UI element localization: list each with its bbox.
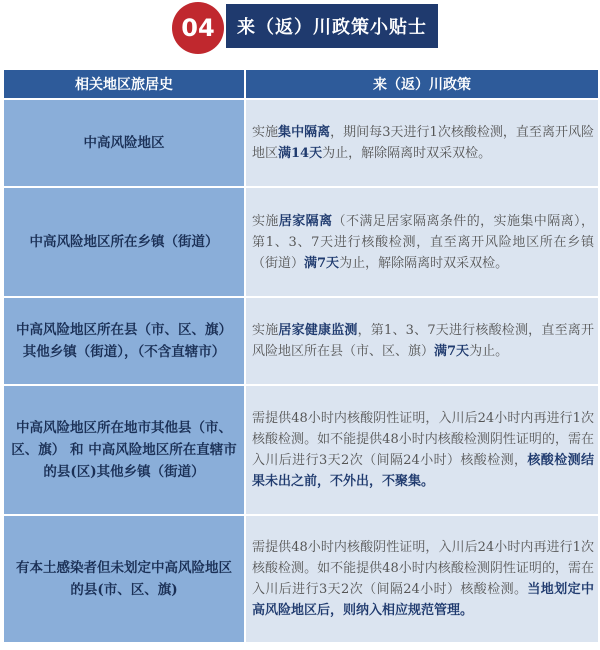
policy-text-segment: （不满足居家隔离条件的，实施集中隔离），第1、3、7天进行核酸检测，直至离开风险地区所在乡镇（街道）	[252, 213, 594, 271]
policy-text-segment: ，第1、3、7天进行核酸检测，直至离开风险地区所在县（市、区、旗）	[252, 323, 594, 359]
policy-cell	[246, 100, 598, 188]
table-row	[4, 188, 598, 298]
table-row	[4, 100, 598, 188]
policy-text-segment: ，期间每3天进行1次核酸检测，直至离开风险地区	[252, 125, 594, 161]
policy-text-segment: 实施	[252, 323, 279, 338]
highlight-text: 核酸检测结果未出之前，不外出，不聚集。	[252, 453, 594, 489]
table-row	[4, 298, 598, 386]
policy-text-segment: 实施	[252, 213, 279, 229]
policy-text-segment: 为止，解除隔离时双采双检。	[322, 146, 492, 161]
policy-cell	[246, 516, 598, 644]
region-cell: 有本土感染者但未划定中高风险地区的县(市、区、旗)	[4, 516, 246, 644]
policy-cell	[246, 298, 598, 386]
highlight-text: 居家隔离	[278, 213, 333, 229]
policy-cell	[246, 386, 598, 516]
table-header-row	[4, 70, 598, 100]
policy-text-segment: 需提供48小时内核酸阴性证明，入川后24小时内再进行1次核酸检测。如不能提供48小时内核酸检测阴性证明的，需在入川后进行3天2次（间隔24小时）核酸检测，	[252, 411, 594, 468]
header	[0, 0, 600, 62]
policy-text-segment: 为止，解除隔离时双采双检。	[339, 255, 509, 271]
policy-text-segment: 为止。	[469, 344, 509, 359]
highlight-text: 满7天	[304, 255, 340, 271]
table-row	[4, 386, 598, 516]
region-cell: 中高风险地区所在县（市、区、旗）其他乡镇（街道），（不含直辖市）	[4, 298, 246, 386]
policy-cell	[246, 188, 598, 298]
section-number-badge: 04	[172, 2, 224, 54]
highlight-text: 居家健康监测	[278, 323, 358, 338]
policy-table	[4, 70, 598, 644]
region-cell: 中高风险地区所在地市其他县（市、区、旗） 和 中高风险地区所在直辖市的县(区)其他乡镇（街道）	[4, 386, 246, 516]
highlight-text: 当地划定中高风险地区后，则纳入相应规范管理。	[252, 582, 594, 618]
region-cell: 中高风险地区	[4, 100, 246, 188]
highlight-text: 满7天	[434, 344, 470, 359]
policy-text-segment: 需提供48小时内核酸阴性证明，入川后24小时内再进行1次核酸检测。如不能提供48小时内核酸检测阴性证明的，需在入川后进行3天2次（间隔24小时）核酸检测。	[252, 540, 594, 597]
highlight-text: 集中隔离	[278, 125, 331, 140]
policy-text-segment: 实施	[252, 125, 279, 140]
header-policy: 来（返）川政策	[246, 70, 598, 100]
section-title: 来（返）川政策小贴士	[226, 4, 438, 48]
header-region: 相关地区旅居史	[4, 70, 246, 100]
table-row	[4, 516, 598, 644]
highlight-text: 满14天	[278, 146, 323, 161]
region-cell: 中高风险地区所在乡镇（街道）	[4, 188, 246, 298]
